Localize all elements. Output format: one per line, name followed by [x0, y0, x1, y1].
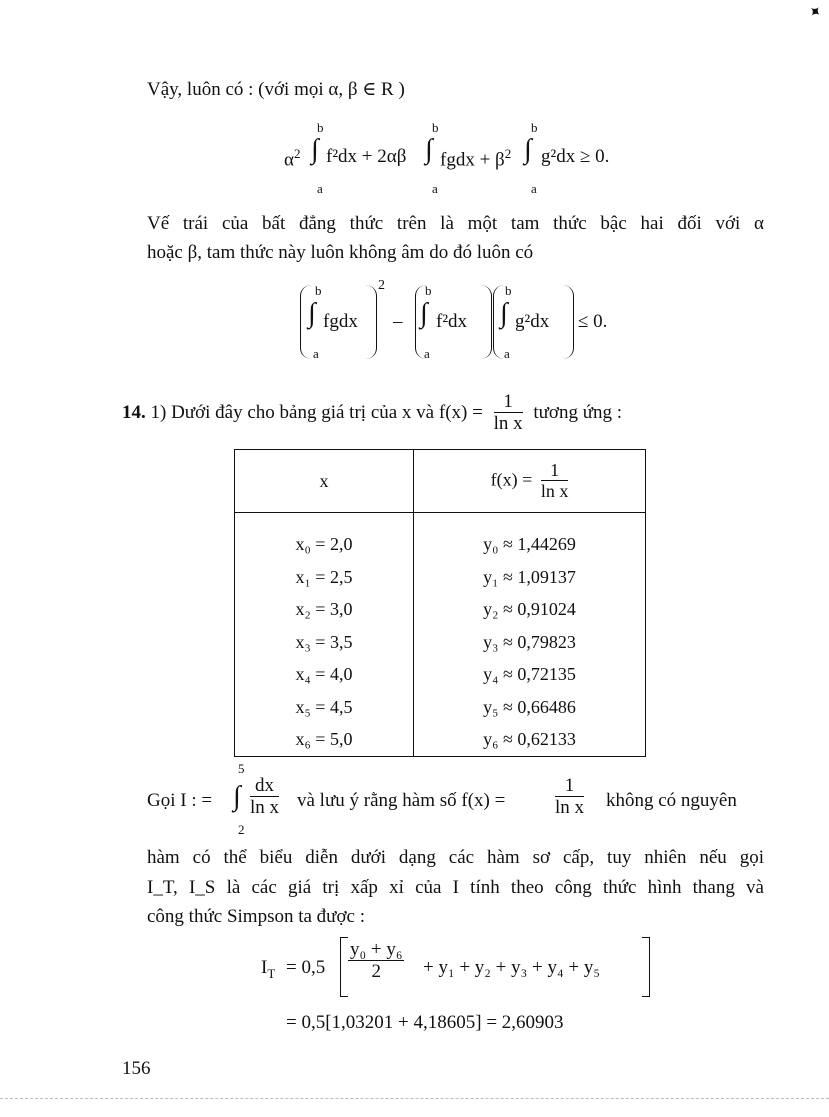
eq2-term-2: f²dx — [436, 311, 468, 332]
goi-tail: không có nguyên — [606, 790, 737, 811]
eq1-upper-3: b — [531, 120, 538, 135]
eq1-lower-2: a — [432, 181, 438, 196]
goi-lead: Gọi I : = — [147, 790, 213, 811]
integral-sign-icon: ∫ — [425, 134, 433, 165]
eq1-term-2: fgdx + $\beta^2$ — [440, 146, 512, 171]
eq1-term-1: f²dx + 2αβ — [326, 146, 407, 167]
eq2-upper-3: b — [505, 283, 512, 298]
bracket-open-icon — [340, 937, 348, 997]
exercise-14-line — [122, 392, 622, 435]
integral-sign-icon: ∫ — [524, 134, 532, 165]
table-row: x₀ = 2,0 y₀ ≈ 1,44269 — [235, 529, 646, 562]
corner-mark: ✦ — [803, 1, 825, 24]
paren-close-icon — [563, 285, 574, 359]
integral-sign-icon: ∫ — [233, 781, 241, 812]
eq1-coef: $\alpha^2$ — [284, 146, 301, 171]
paragraph-3-line-3: công thức Simpson ta được : — [147, 906, 365, 927]
eq1-upper-1: b — [317, 120, 324, 135]
table-row — [235, 513, 646, 529]
eq2-minus: – — [393, 311, 403, 332]
table-row: x₄ = 4,0 y₄ ≈ 0,72135 — [235, 659, 646, 692]
table-row: x₁ = 2,5 y₁ ≈ 1,09137 — [235, 561, 646, 594]
table-row: x₂ = 3,0 y₂ ≈ 0,91024 — [235, 594, 646, 627]
header-fx: f(x) = $\frac{1}{\text{ln x}}$ — [414, 450, 646, 513]
integral-sign-icon: ∫ — [308, 298, 316, 329]
paren-close-icon — [481, 285, 492, 359]
eq1-term-3: g²dx ≥ 0. — [541, 146, 610, 167]
integral-sign-icon: ∫ — [420, 298, 428, 329]
bracket-close-icon — [642, 937, 650, 997]
paren-close-icon — [366, 285, 377, 359]
paragraph-3-line-2: I_T, I_S là các giá trị xấp xỉ của I tính theo công thức hình thang và — [147, 877, 764, 898]
paragraph-2-line-2: hoặc β, tam thức này luôn không âm do đó luôn có — [147, 242, 534, 263]
paragraph-3-line-1: hàm có thể biểu diễn dưới dạng các hàm sơ cấp, tuy nhiên nếu gọi — [147, 847, 764, 868]
table-row: x₅ = 4,5 y₅ ≈ 0,66486 — [235, 691, 646, 724]
goi-fraction: $\frac{dx}{\text{ln x}}$ — [250, 775, 280, 818]
eq2-upper-2: b — [425, 283, 432, 298]
it-eq: = 0,5 — [286, 957, 326, 978]
trapezoid-result: = 0,5[1,03201 + 4,18605] = 2,60903 — [286, 1012, 564, 1033]
table-row: x₃ = 3,5 y₃ ≈ 0,79823 — [235, 626, 646, 659]
eq1-upper-2: b — [432, 120, 439, 135]
eq2-term-1: fgdx — [323, 311, 358, 332]
page-number: 156 — [122, 1058, 151, 1079]
eq2-term-3: g²dx — [515, 311, 550, 332]
header-x: x — [235, 450, 414, 513]
goi-lower: 2 — [238, 822, 245, 837]
integral-sign-icon: ∫ — [311, 134, 319, 165]
eq2-lower-3: a — [504, 346, 510, 361]
eq1-lower-1: a — [317, 181, 323, 196]
value-table — [234, 449, 646, 757]
intro-line: Vậy, luôn có : (với mọi α, β ∈ R ) — [147, 79, 405, 100]
eq2-lower-2: a — [424, 346, 430, 361]
paragraph-2-line-1: Vế trái của bất đẳng thức trên là một tam thức bậc hai đối với α — [147, 213, 764, 234]
goi-f-fraction: $\frac{1}{\text{ln x}}$ — [555, 775, 585, 818]
it-rest: + y₁ + y₂ + y₃ + y₄ + y₅ — [423, 957, 600, 978]
table-row: x₆ = 5,0 y₆ ≈ 0,62133 — [235, 724, 646, 757]
fraction-1-over-lnx: $\frac{1}{\text{ln x}}$ — [493, 391, 523, 434]
page-bottom-edge — [0, 1098, 829, 1099]
eq2-lower-1: a — [313, 346, 319, 361]
eq2-tail: ≤ 0. — [578, 311, 608, 332]
integral-sign-icon: ∫ — [500, 298, 508, 329]
it-lhs: $I_T$ — [261, 957, 276, 981]
table-header-row — [235, 450, 646, 513]
exercise-number: 14. — [122, 401, 146, 423]
goi-mid: và lưu ý rằng hàm số f(x) = — [297, 790, 506, 811]
it-fraction: $\frac{\text{y₀ + y₆}}{2}$ — [350, 939, 403, 982]
exercise-text: 1) Dưới đây cho bảng giá trị của x và f(x) = — [150, 401, 483, 423]
eq2-power: 2 — [378, 278, 385, 293]
exercise-tail: tương ứng : — [533, 401, 623, 423]
eq1-lower-3: a — [531, 181, 537, 196]
eq2-upper-1: b — [315, 283, 322, 298]
goi-upper: 5 — [238, 761, 245, 776]
